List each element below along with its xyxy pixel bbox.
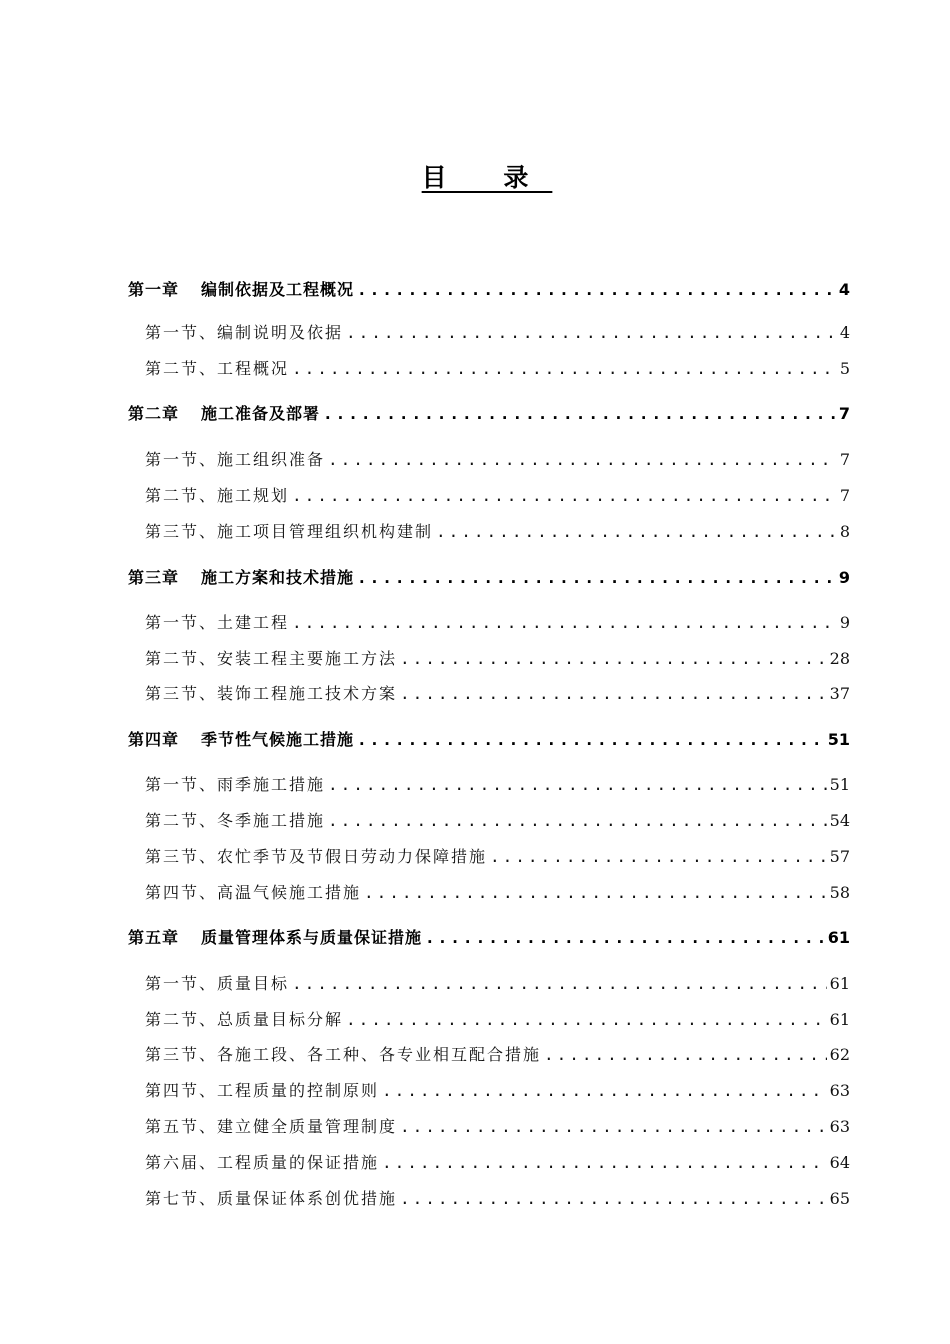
dot-leader [292,359,837,378]
section-title: 第四节、工程质量的控制原则 [145,1081,380,1100]
section-title: 第二节、安装工程主要施工方法 [145,649,398,668]
toc-section-entry[interactable] [145,1114,850,1137]
toc-section-entry[interactable] [145,772,850,795]
toc-section-entry[interactable] [145,1186,850,1209]
page-number: 57 [829,847,850,866]
page-number: 62 [829,1045,850,1064]
toc-chapter-entry[interactable] [128,925,850,948]
toc-section-entry[interactable] [145,971,850,994]
dot-leader [382,1153,827,1172]
toc-section-entry[interactable] [145,610,850,633]
section-title: 第二节、工程概况 [145,359,290,378]
section-title: 第一节、编制说明及依据 [145,323,344,342]
toc-section-entry[interactable] [145,356,850,379]
chapter-title: 施工准备及部署 [201,404,321,423]
toc-chapter-entry[interactable] [128,565,850,588]
page-number: 37 [829,684,850,703]
toc-section-entry[interactable] [145,1007,850,1030]
toc-section-entry[interactable] [145,646,850,669]
dot-leader [364,883,827,902]
dot-leader [357,568,836,587]
toc-section-entry[interactable] [145,844,850,867]
section-title: 第五节、建立健全质量管理制度 [145,1117,398,1136]
toc-section-entry[interactable] [145,320,850,343]
dot-leader [400,684,827,703]
dot-leader [292,974,827,993]
page-number: 7 [839,486,850,505]
toc-chapter-entry[interactable] [128,401,850,424]
dot-leader [400,1117,827,1136]
dot-leader [328,450,837,469]
toc-section-entry[interactable] [145,808,850,831]
dot-leader [292,486,837,505]
toc-section-entry[interactable] [145,1042,850,1065]
chapter-number: 第一章 [128,280,180,299]
section-title: 第一节、施工组织准备 [145,450,326,469]
page-number: 61 [829,974,850,993]
dot-leader [346,1010,827,1029]
page-number: 8 [839,522,850,541]
page-number: 61 [829,1010,850,1029]
chapter-number: 第三章 [128,568,180,587]
chapter-number: 第二章 [128,404,180,423]
toc-section-entry[interactable] [145,1078,850,1101]
chapter-title: 质量管理体系与质量保证措施 [201,928,423,947]
chapter-title: 季节性气候施工措施 [201,730,355,749]
page-number: 54 [829,811,850,830]
toc-section-entry[interactable] [145,1150,850,1173]
section-title: 第二节、总质量目标分解 [145,1010,344,1029]
page-number: 9 [839,613,850,632]
section-title: 第一节、土建工程 [145,613,290,632]
page-number: 9 [838,568,850,587]
dot-leader [544,1045,827,1064]
dot-leader [400,1189,827,1208]
section-title: 第一节、雨季施工措施 [145,775,326,794]
page-number: 7 [838,404,850,423]
dot-leader [323,404,836,423]
dot-leader [328,811,827,830]
section-title: 第四节、高温气候施工措施 [145,883,362,902]
chapter-number: 第五章 [128,928,180,947]
toc-title-text: 目 录 [421,163,553,192]
page-number: 7 [839,450,850,469]
chapter-title: 施工方案和技术措施 [201,568,355,587]
section-title: 第三节、施工项目管理组织机构建制 [145,522,434,541]
toc-chapter-entry[interactable] [128,277,850,300]
section-title: 第三节、农忙季节及节假日劳动力保障措施 [145,847,488,866]
toc-chapter-entry[interactable] [128,727,850,750]
dot-leader [328,775,827,794]
dot-leader [292,613,837,632]
dot-leader [490,847,827,866]
page-number: 5 [839,359,850,378]
page-number: 4 [838,280,850,299]
section-title: 第六届、工程质量的保证措施 [145,1153,380,1172]
chapter-title: 编制依据及工程概况 [201,280,355,299]
dot-leader [436,522,837,541]
page-number: 61 [827,928,850,947]
page-number: 58 [829,883,850,902]
dot-leader [357,280,836,299]
dot-leader [382,1081,827,1100]
section-title: 第三节、装饰工程施工技术方案 [145,684,398,703]
page-number: 63 [829,1117,850,1136]
section-title: 第三节、各施工段、各工种、各专业相互配合措施 [145,1045,542,1064]
toc-section-entry[interactable] [145,519,850,542]
section-title: 第二节、冬季施工措施 [145,811,326,830]
section-title: 第二节、施工规划 [145,486,290,505]
toc-section-entry[interactable] [145,483,850,506]
page-number: 51 [827,730,850,749]
dot-leader [357,730,825,749]
toc-section-entry[interactable] [145,681,850,704]
page-number: 28 [829,649,850,668]
page-number: 65 [829,1189,850,1208]
dot-leader [425,928,825,947]
page-number: 64 [829,1153,850,1172]
section-title: 第一节、质量目标 [145,974,290,993]
page-number: 4 [839,323,850,342]
dot-leader [400,649,827,668]
toc-section-entry[interactable] [145,447,850,470]
dot-leader [346,323,837,342]
page-number: 51 [829,775,850,794]
toc-section-entry[interactable] [145,880,850,903]
page-number: 63 [829,1081,850,1100]
section-title: 第七节、质量保证体系创优措施 [145,1189,398,1208]
chapter-number: 第四章 [128,730,180,749]
